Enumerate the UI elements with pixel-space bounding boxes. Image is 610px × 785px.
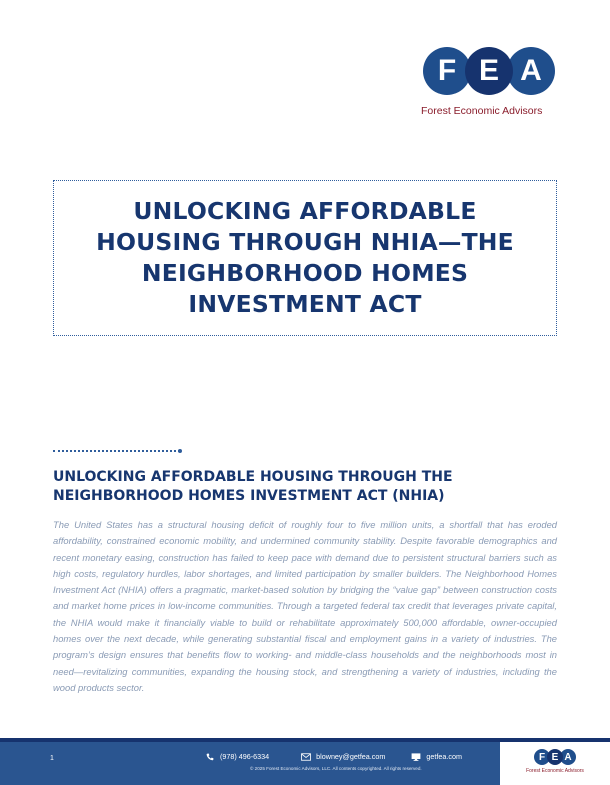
footer-email[interactable] bbox=[301, 752, 385, 761]
logo-letter-f: F bbox=[423, 47, 471, 95]
footer-logo-letter-e: E bbox=[547, 749, 563, 765]
page-number: 1 bbox=[50, 755, 54, 762]
email-icon bbox=[301, 753, 311, 761]
monitor-icon bbox=[411, 753, 421, 761]
email-address: blowney@getfea.com bbox=[316, 752, 386, 761]
footer-contacts bbox=[205, 752, 462, 761]
footer-logo-letter-a: A bbox=[560, 749, 576, 765]
phone-icon bbox=[205, 753, 215, 761]
abstract-paragraph: The United States has a structural housing deficit of roughly four to five million units, a shortfall that has eroded affordability, constrained economic mobility, and undermined community stability. Despite favorable demographics and recent monetary easing, construction has failed to keep pace with demand due to persistent structural barriers such as high costs, regulatory hurdles, labor shortages, and limited participation by smaller builders. The Neighborhood Homes Investment Act (NHIA) offers a pragmatic, market-based solution by bridging the “value gap” between construction costs and market home prices in low-income communities. Through a targeted federal tax credit that leverages private capital, the NHIA would make it financially viable to build or rehabilitate approximately 500,000 affordable, owner-occupied homes over the next decade, while generating substantial fiscal and employment gains in a variety of industries. The program’s design ensures that benefits flow to working- and middle-class households and the neighborhoods most in need—revitalizing communities, expanding the housing stock, and strengthening a variety of industries, including the wood products sector. bbox=[53, 519, 557, 693]
page-footer bbox=[0, 738, 610, 785]
logo-tagline: Forest Economic Advisors bbox=[421, 105, 543, 117]
section-divider bbox=[53, 450, 180, 452]
logo-letter-e: E bbox=[465, 47, 513, 95]
footer-phone[interactable] bbox=[205, 752, 269, 761]
website-url: getfea.com bbox=[426, 752, 462, 761]
footer-logo-tagline: Forest Economic Advisors bbox=[526, 768, 584, 774]
fea-logo bbox=[421, 47, 561, 117]
title-box bbox=[53, 180, 557, 336]
phone-number: (978) 496-6334 bbox=[220, 752, 270, 761]
footer-website[interactable] bbox=[411, 752, 462, 761]
logo-circles bbox=[421, 47, 561, 103]
section-heading: UNLOCKING AFFORDABLE HOUSING THROUGH THE NEIGHBORHOOD HOMES INVESTMENT ACT (NHIA) bbox=[53, 469, 453, 504]
logo-letter-a: A bbox=[507, 47, 555, 95]
document-title: UNLOCKING AFFORDABLE HOUSING THROUGH NHIA—THE NEIGHBORHOOD HOMES INVESTMENT ACT bbox=[96, 197, 514, 318]
footer-logo-letter-f: F bbox=[534, 749, 550, 765]
footer-logo bbox=[500, 742, 610, 785]
copyright-notice: © 2025 Forest Economic Advisors, LLC. All contents copyrighted. All rights reserved. bbox=[250, 766, 422, 771]
